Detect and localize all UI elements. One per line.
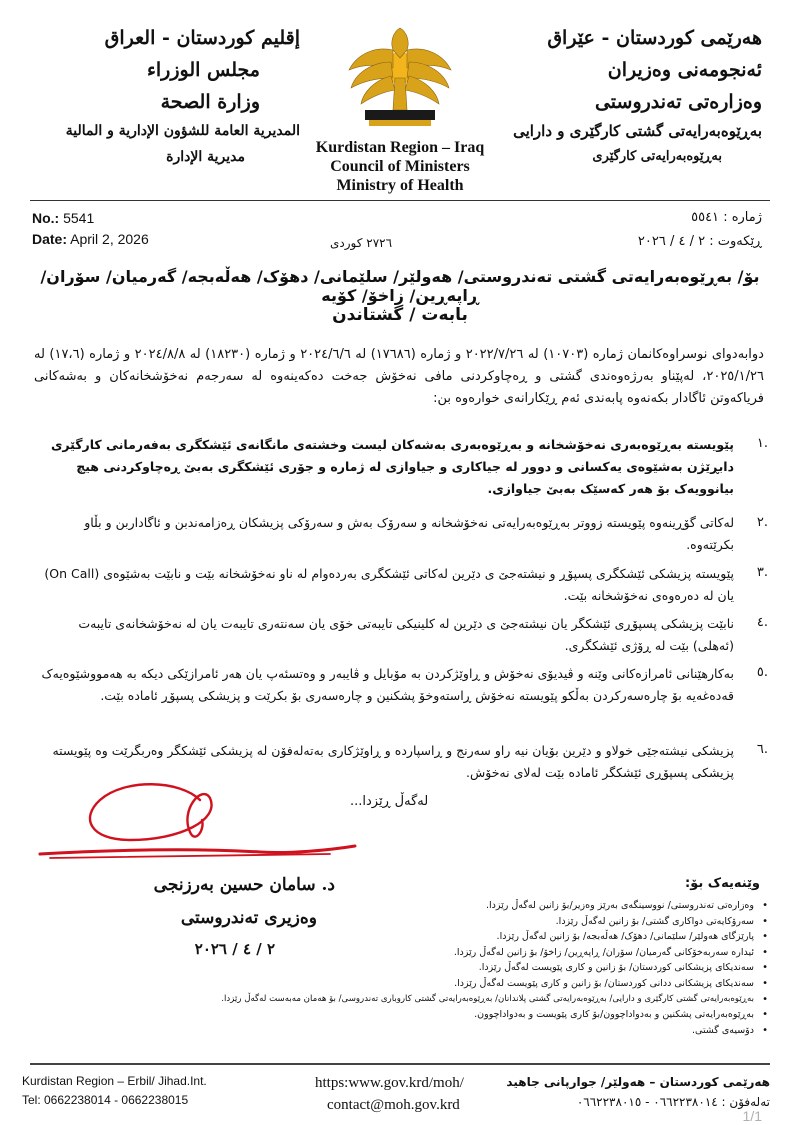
cc-item: • سەرۆکایەتی دواکاری گشتی/ بۆ زانین لەگەڵ رێزدا. [250,914,770,930]
header-kurdish-line: وەزارەتی تەندروستی [594,91,762,113]
item-number: ٦. [756,742,768,757]
header-english [300,138,500,195]
cc-item: • ئیدارە سەربەخۆکانی گەرمیان/ سۆران/ ڕاپەڕین/ زاخۆ/ بۆ زانین لەگەڵ رێزدا. [250,945,770,961]
document-number-label: No.: [32,210,60,226]
header-arabic-line: إقليم كوردستان - العراق [104,27,300,49]
document-date [32,231,149,247]
footer-website[interactable]: https:www.gov.krd/moh/ [315,1075,464,1091]
item-text: پزیشکی نیشتەجێی خولاو و دێرین بۆیان نیە راو سەرنج و ڕاسپاردە و ڕاوێژکاری بەتەلەفۆن لە پزیشکی ئێشکگر وەربگرێت وە پێویستە پزیشکی پسپۆڕی ئێشکگر ئامادە بێت لەلای نەخۆش. [52,743,734,780]
document-number-kurdish [691,210,762,225]
header-kurdish-line: ئەنجومەنی وەزیران [607,59,762,81]
footer-address-kurdish [506,1072,770,1112]
cc-item: • بەڕێوەبەرایەتی پشکنین و بەدواداچوون/بۆ کاری پێویست و بەدواداچوون. [250,1007,770,1023]
handwritten-signature [30,770,360,870]
item-text: پێویستە پزیشکی ئێشکگری پسپۆڕ و نیشتەجێ ی دێرین لەکاتی ئێشکگری بەردەوام لە ناو نەخۆشخانە بێت و نابێت بەشێوەی (On Call) یان لە دەرەوەی نەخۆشخانە بێت. [44,566,734,603]
header-kurdish-subdept: بەڕێوەبەرایەتی کارگێری [592,149,722,164]
item-number: ٣. [756,565,768,580]
subject-title: بابەت / گشتاندن [332,305,468,325]
header-arabic-line: مجلس الوزراء [146,59,260,81]
item-text: لەکاتی گۆڕینەوە پێویستە زووتر بەڕێوەبەرایەتی نەخۆشخانە و سەرۆک بەش و سەرۆکی پزیشکان ڕەزامەندبن و ئاگاداربن و بڵاو بکرێتەوە. [84,515,734,552]
item-text: پێویستە بەڕێوەبەری نەخۆشخانە و بەڕێوەبەری بەشەکان لیست وخشتەی مانگانەی ئێشکگری بەفەرمانی کارگێری دابڕێژن بەشێوەی یەکسانی و دوور لە جیاکاری و جیاوازی لە ژمارە و جۆری ئێشکگری بەبێ ڕەچاوکردنی هیچ بیانوویەک بۆ هەر کەسێک بەبێ جیاوازی. [50,437,734,496]
cc-item: • بەڕێوەبەرایەتی گشتی کارگێری و دارایی/ بەڕێوەبەرایەتی گشتی پلاندانان/ بەڕێوەبەرایەتی گشتی کاروباری تەندروسی/ بۆ هەمان مەبەست لەگەڵ رێزدا. [250,992,770,1008]
signatory-name: د. سامان حسین بەرزنجی [153,875,335,895]
ku-number-label: ژمارە : [723,210,762,225]
document-number-value: 5541 [63,210,95,226]
ku-number-value: ٥٥٤١ [691,210,720,225]
document-number [32,210,94,226]
cc-item: • پارێزگای هەولێر/ سلێمانی/ دهۆک/ هەڵەبجە/ بۆ زانین لەگەڵ رێزدا. [250,929,770,945]
ku-date-value: ٢ / ٤ / ٢٠٢٦ [637,234,706,249]
cc-heading: وێنەیەک بۆ: [685,876,760,891]
document-date-value: April 2, 2026 [70,231,149,247]
addressee: بۆ/ بەڕێوەبەرایەتی گشتی تەندروستی/ هەولێر/ سلێمانی/ دهۆک/ هەڵەبجە/ گەرمیان/ سۆران/ ڕاپەڕین/ زاخۆ/ کۆیە [40,267,760,305]
item-number: ١. [756,436,768,451]
item-text: نابێت پزیشکی پسپۆڕی ئێشکگر یان نیشتەجێ ی دێرین لە کلینیکی تایبەتی خۆی یان سەنتەری تایبەت یان لە نەخۆشخانەی تایبەت (ئەهلی) بێت لە ڕۆژی ئێشکگری. [78,616,734,653]
footer-line: هەرێمی کوردستان – هەولێر/ جوارپانی جاهید [506,1075,770,1089]
header-arabic-subdept: مديرية الإدارة [166,149,245,165]
footer-address-english [22,1072,207,1110]
signature-date: ٢ / ٤ / ٢٠٢٦ [194,940,275,958]
kurdish-year: ٢٧٢٦ كوردی [330,236,393,250]
cc-item: • وەزارەتی تەندروستی/ نووسینگەی بەرێز وەزیر/بۆ زانین لەگەڵ رێزدا. [250,898,770,914]
cc-item: • سەندیکای پزیشکانی ددانی کوردستان/ بۆ زانین و کاری پێویست لەگەڵ رێزدا. [250,976,770,992]
kurdistan-emblem-icon [335,18,465,136]
footer-line: Tel: 0662238014 - 0662238015 [22,1093,189,1107]
item-number: ٤. [756,615,768,630]
item-number: ٥. [756,665,768,680]
footer-line: تەلەفۆن : ٠٦٦٢٢٣٨٠١٤ - ٠٦٦٢٢٣٨٠١٥ [576,1095,770,1109]
item-number: ٢. [756,515,768,530]
header-kurdish-dept: بەڕێوەبەرایەتی گشتی کارگێری و دارایی [513,122,762,140]
header-arabic-line: وزارة الصحة [160,91,260,113]
footer-web [315,1072,464,1116]
document-date-label: Date: [32,231,68,247]
ku-date-label: ڕێکەوت : [709,234,762,249]
header-kurdish-line: هەرێمی کوردستان - عێراق [547,27,762,49]
header-arabic [40,22,300,170]
cc-item: • دۆسیەی گشتی. [250,1023,770,1039]
page-indicator: 1/1 [742,1108,762,1124]
header-arabic-dept: المديرية العامة للشؤون الإدارية و المالية [65,123,300,139]
intro-paragraph: دوابەدوای نوسراوەکانمان ژمارە (١٠٧٠٣) لە ٢٠٢٢/٧/٢٦ و ژمارە (١٧٦٨٦) لە ٢٠٢٤/٦/٦ و ژمارە (١٨٢٣٠) لە ٢٠٢٤/٨/٨ و ژمارە (١٧،٦) لە ٢٠٢٥/١/٢٦، لەپێناو بەرژەوەندی گشتی و ڕەچاوکردنی مافی نەخۆش جەخت دەکەینەوە لە سەرجەم نەخۆشخانەکان و بەشەکانی فریاکەوتن ئاگادار بکەنەوە پابەندی ئەم ڕێکارانەی خوارەوە بن: [34,347,764,406]
footer-divider [30,1063,770,1065]
closing-regards: لەگەڵ ڕێزدا... [350,794,429,809]
footer-email[interactable]: contact@moh.gov.krd [327,1097,460,1113]
header-english-line: Council of Ministers [330,158,470,175]
header-divider [30,200,770,201]
document-date-kurdish [638,234,762,249]
header-english-line: Ministry of Health [336,177,464,194]
cc-item: • سەندیکای پزیشکانی کوردستان/ بۆ زانین و کاری پێویست لەگەڵ رێزدا. [250,960,770,976]
item-text: بەکارهێنانی ئامرازەکانی وێنە و ڤیدیۆی نەخۆش و ڕاوێژکردن بە مۆبایل و ڤایبەر و وەتسئەپ یان هەر ئامرازێکی دیکە بە هەمووشێوەیەک قەدەغەیە بۆ چارەسەرکردن بەڵکو پێویستە نەخۆش ڕاستەوخۆ پشکنین و چارەسەری بۆ بکرێت و پزیشکی پسپۆڕ ئامادە بێت. [41,666,734,703]
signatory-position: وەزیری تەندروستی [180,908,317,928]
footer-line: Kurdistan Region – Erbil/ Jihad.Int. [22,1074,207,1088]
header-english-line: Kurdistan Region – Iraq [315,139,485,156]
